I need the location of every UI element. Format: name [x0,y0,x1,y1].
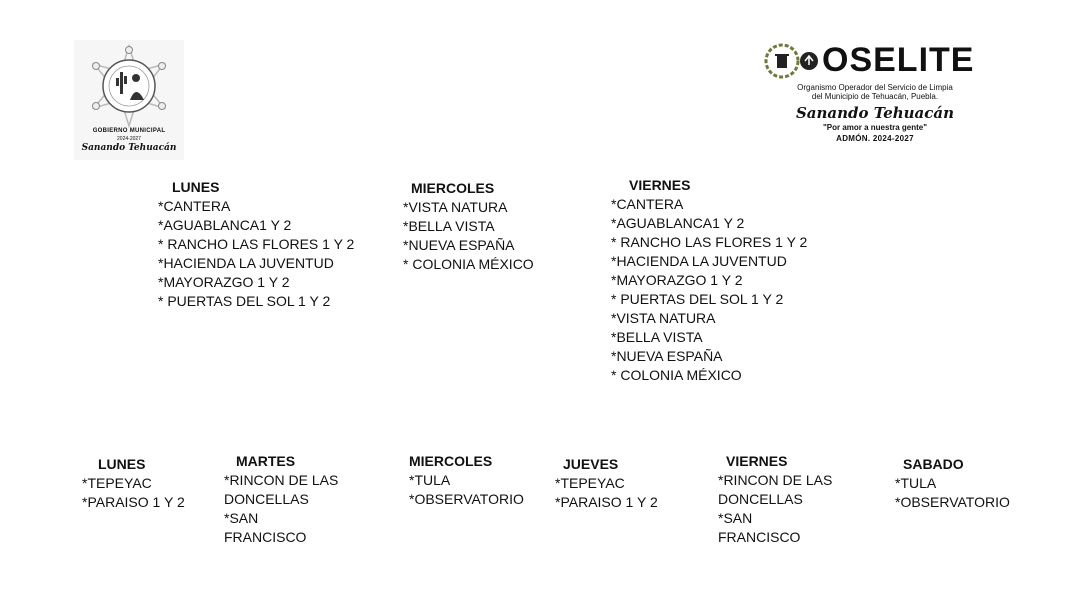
gov-logo-line1: GOBIERNO MUNICIPAL [92,128,166,134]
zone-item: *MAYORAZGO 1 Y 2 [611,272,743,288]
day-title: SABADO [903,456,964,472]
gov-logo-line2: 2024-2027 [117,136,141,142]
oselite-admin-period: ADMÓN. 2024-2027 [836,134,914,143]
day-title: JUEVES [563,456,619,472]
zone-item: *VISTA NATURA [403,199,508,215]
schedule-bottom-jueves [555,455,658,512]
zone-item: *HACIENDA LA JUVENTUD [611,253,787,269]
zone-item: *SAN FRANCISCO [224,510,307,545]
zone-item: *NUEVA ESPAÑA [403,237,515,253]
schedule-top-miercoles [403,179,534,274]
day-title: VIERNES [629,177,691,193]
schedule-bottom-martes [224,452,342,547]
zone-item: *OBSERVATORIO [409,491,524,507]
zone-item: *NUEVA ESPAÑA [611,348,723,364]
zone-item: *RINCON DE LAS DONCELLAS [224,472,339,507]
zone-item: *TULA [409,472,451,488]
recycle-emblem-icon [762,40,820,82]
oselite-org-line1: Organismo Operador del Servicio de Limpia [797,83,953,92]
zone-item: *OBSERVATORIO [895,494,1010,510]
day-title: MIERCOLES [411,180,495,196]
day-title: VIERNES [726,453,788,469]
zone-item: * COLONIA MÉXICO [403,256,534,272]
zone-item: *TULA [895,475,937,491]
zone-item: *VISTA NATURA [611,310,716,326]
zone-item: *TEPEYAC [82,475,152,491]
schedule-bottom-sabado [895,455,1010,512]
zone-item: * RANCHO LAS FLORES 1 Y 2 [611,234,808,250]
zone-item: * RANCHO LAS FLORES 1 Y 2 [158,236,355,252]
zone-item: *BELLA VISTA [403,218,495,234]
zone-item: *MAYORAZGO 1 Y 2 [158,274,290,290]
zone-item: *AGUABLANCA1 Y 2 [611,215,745,231]
oselite-logo [760,38,990,148]
zone-item: *BELLA VISTA [611,329,703,345]
zone-item: * PUERTAS DEL SOL 1 Y 2 [611,291,784,307]
zone-item: *PARAISO 1 Y 2 [555,494,658,510]
municipal-emblem-icon [84,42,174,132]
day-title: MIERCOLES [409,453,493,469]
zone-item: *SAN FRANCISCO [718,510,801,545]
schedule-bottom-lunes [82,455,185,512]
oselite-wordmark: OSELITE [822,41,975,79]
municipal-government-logo [74,40,184,160]
zone-item: *AGUABLANCA1 Y 2 [158,217,292,233]
zone-item: *CANTERA [611,196,684,212]
zone-item: *CANTERA [158,198,231,214]
zone-item: *TEPEYAC [555,475,625,491]
schedule-bottom-viernes [718,452,836,547]
zone-item: * PUERTAS DEL SOL 1 Y 2 [158,293,331,309]
oselite-slogan: Sanando Tehuacán [795,104,955,122]
schedule-top-lunes [158,178,354,311]
zone-item: *RINCON DE LAS DONCELLAS [718,472,833,507]
day-title: LUNES [172,179,220,195]
gov-logo-slogan: Sanando Tehuacán [81,143,177,153]
zone-item: *PARAISO 1 Y 2 [82,494,185,510]
schedule-bottom-miercoles [409,452,524,509]
day-title: LUNES [98,456,146,472]
schedule-top-viernes [611,176,807,385]
oselite-motto: "Por amor a nuestra gente" [822,123,928,132]
oselite-org-line2: del Municipio de Tehuacán, Puebla. [811,92,939,101]
day-title: MARTES [236,453,296,469]
zone-item: * COLONIA MÉXICO [611,367,742,383]
zone-item: *HACIENDA LA JUVENTUD [158,255,334,271]
